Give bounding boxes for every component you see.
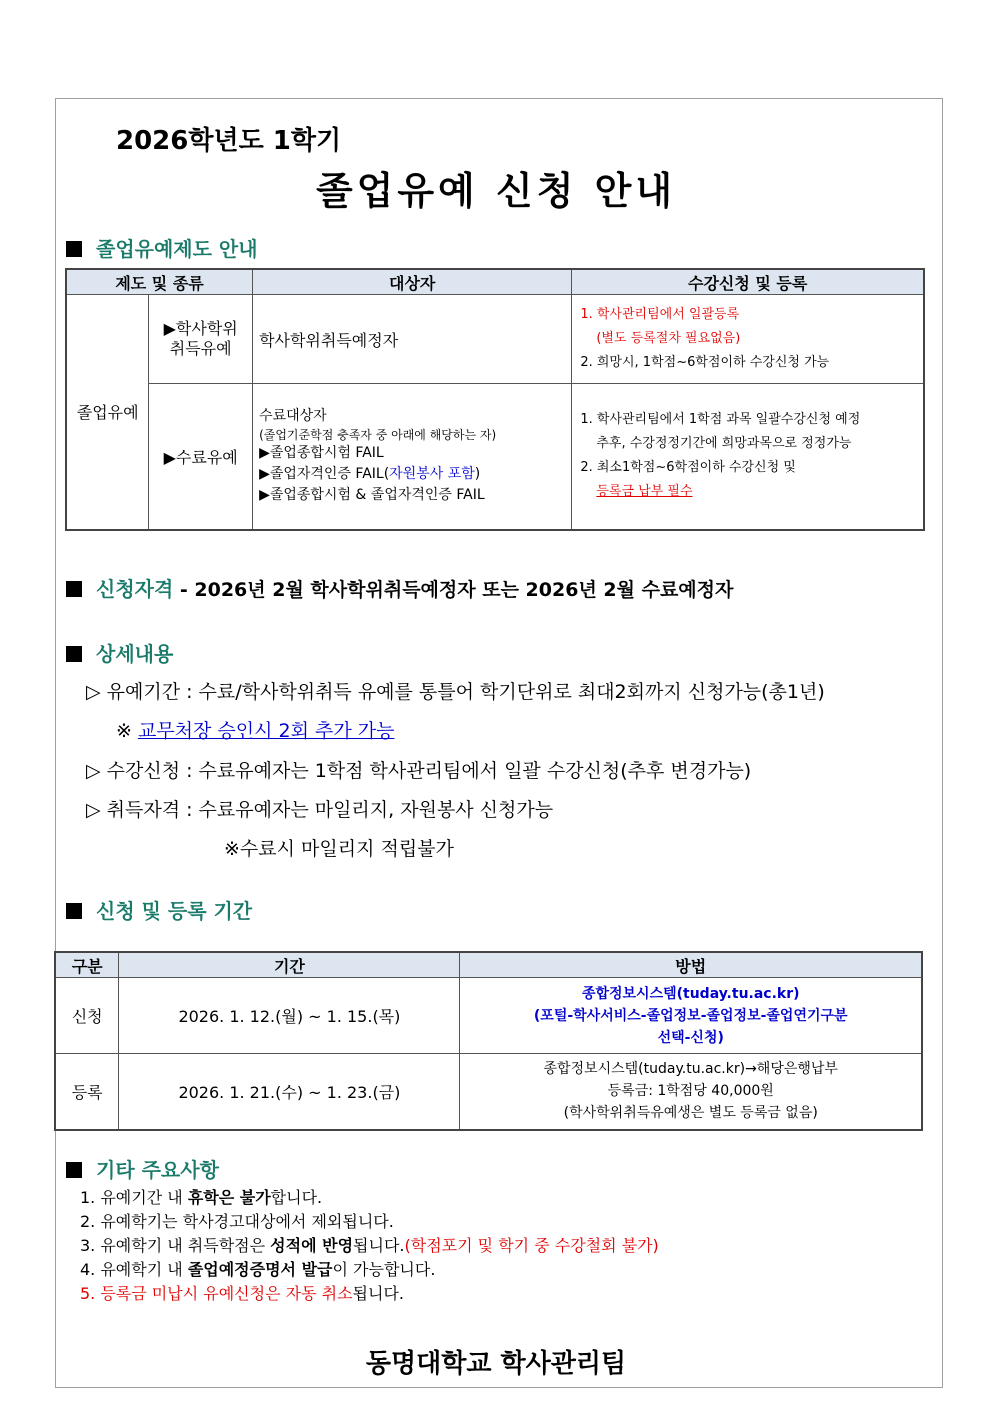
eligibility-text: - 2026년 2월 학사학위취득예정자 또는 2026년 2월 수료예정자 (173, 579, 734, 601)
category-cell: 졸업유예 (66, 295, 149, 530)
detail-note: ※ 교무처장 승인시 2회 추가 가능 (116, 720, 395, 742)
column-header: 수강신청 및 등록 (572, 269, 924, 295)
period-table (54, 951, 923, 1131)
registration-cell: 1. 학사관리팀에서 일괄등록 (별도 등록절차 필요없음) 2. 희망시, 1학점~6학점이하 수강신청 가능 (572, 295, 924, 384)
registration-cell: 1. 학사관리팀에서 1학점 과목 일괄수강신청 예정 추후, 수강정정기간에 희망과목으로 정정가능 2. 최소1학점~6학점이하 수강신청 및 등록금 납부 필수 (572, 384, 924, 530)
target-cell: 학사학위취득예정자 (253, 295, 572, 384)
detail-item-period: ▷ 유예기간 : 수료/학사학위취득 유예를 통틀어 학기단위로 최대2회까지 신청가능(총1년) (86, 681, 825, 703)
note-item: 5. 등록금 미납시 유예신청은 자동 취소됩니다. (80, 1284, 405, 1303)
square-bullet-icon (66, 1162, 82, 1178)
detail-item-registration: ▷ 수강신청 : 수료유예자는 1학점 학사관리팀에서 일괄 수강신청(추후 변경가능) (86, 760, 752, 782)
square-bullet-icon (66, 581, 82, 597)
square-bullet-icon (66, 903, 82, 919)
period-cell: 2026. 1. 21.(수) ~ 1. 23.(금) (119, 1054, 460, 1130)
misc-notes (80, 1186, 659, 1306)
term-title: 2026학년도 1학기 (116, 126, 342, 156)
target-cell: 수료대상자 (졸업기준학점 충족자 중 아래에 해당하는 자) ▶졸업종합시험 FAIL ▶졸업자격인증 FAIL(자원봉사 포함) ▶졸업종합시험 & 졸업자격인증 FAIL (253, 384, 572, 530)
type-cell: ▶수료유예 (149, 384, 253, 530)
section-heading-details: 상세내용 (66, 638, 173, 667)
row-label: 신청 (55, 978, 119, 1054)
page-title: 졸업유예 신청 안내 (315, 169, 677, 213)
period-cell: 2026. 1. 12.(월) ~ 1. 15.(목) (119, 978, 460, 1054)
detail-item-qualification: ▷ 취득자격 : 수료유예자는 마일리지, 자원봉사 신청가능 (86, 799, 554, 821)
method-cell: 종합정보시스템(tuday.tu.ac.kr)→해당은행납부 등록금: 1학점당 40,000원 (학사학위취득유예생은 별도 등록금 없음) (460, 1054, 922, 1130)
note-item: 1. 유예기간 내 휴학은 불가합니다. (80, 1188, 323, 1207)
system-table (65, 268, 925, 531)
column-header: 제도 및 종류 (66, 269, 253, 295)
section-heading-system: 졸업유예제도 안내 (66, 233, 258, 262)
section-heading-misc: 기타 주요사항 (66, 1154, 219, 1183)
square-bullet-icon (66, 646, 82, 662)
note-item: 3. 유예학기 내 취득학점은 성적에 반영됩니다.(학점포기 및 학기 중 수강철회 불가) (80, 1236, 659, 1255)
note-item: 4. 유예학기 내 졸업예정증명서 발급이 가능합니다. (80, 1260, 436, 1279)
detail-note: ※수료시 마일리지 적립불가 (224, 838, 454, 860)
method-cell: 종합정보시스템(tuday.tu.ac.kr) (포털-학사서비스-졸업정보-졸업정보-졸업연기구분 선택-신청) (460, 978, 922, 1054)
square-bullet-icon (66, 241, 82, 257)
column-header: 방법 (460, 952, 922, 978)
row-label: 등록 (55, 1054, 119, 1130)
column-header: 기간 (119, 952, 460, 978)
column-header: 대상자 (253, 269, 572, 295)
section-heading-eligibility: 신청자격 - 2026년 2월 학사학위취득예정자 또는 2026년 2월 수료예정자 (66, 573, 733, 602)
section-heading-period: 신청 및 등록 기간 (66, 895, 252, 924)
footer-org: 동명대학교 학사관리팀 (365, 1349, 627, 1379)
column-header: 구분 (55, 952, 119, 978)
note-item: 2. 유예학기는 학사경고대상에서 제외됩니다. (80, 1212, 394, 1231)
type-cell: ▶학사학위 취득유예 (149, 295, 253, 384)
